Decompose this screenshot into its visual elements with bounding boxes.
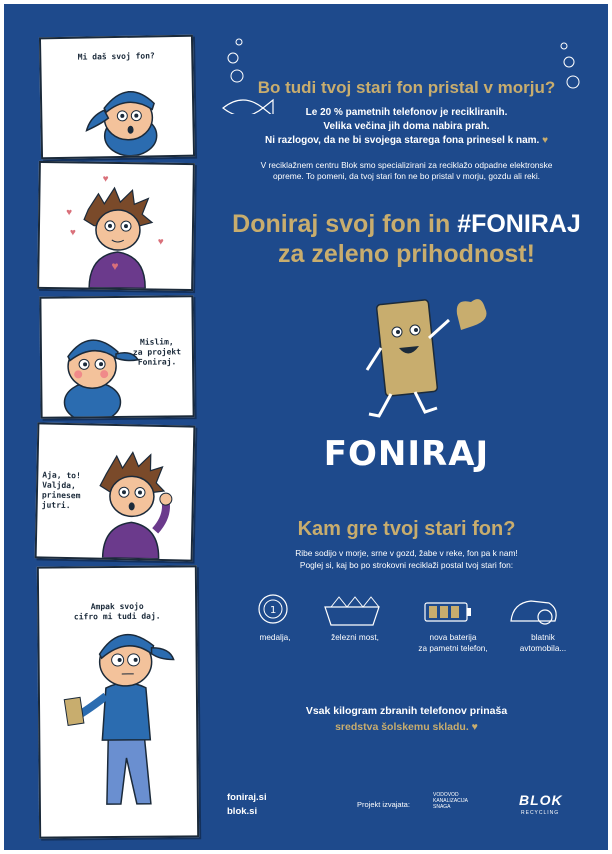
speech-text-3: Mislim, za projekt Foniraj.: [132, 337, 182, 367]
info-line-2: opreme. To pomeni, da tvoj stari fon ne bo pristal v morju, gozdu ali reki.: [272, 171, 541, 181]
boy-phone-illustration: [39, 567, 197, 836]
site-link-blok[interactable]: blok.si: [227, 806, 258, 817]
blok-logo-sub: RECYCLING: [521, 810, 560, 816]
site-link-foniraj[interactable]: foniraj.si: [227, 792, 267, 803]
stat-line-2: Velika večina jih doma nabira prah.: [323, 121, 490, 132]
boy-cap-illustration: [41, 37, 193, 158]
foniraj-logo: FONIRAJ: [323, 434, 490, 474]
comic-panel-4: [35, 422, 196, 561]
svg-text:1: 1: [270, 605, 277, 616]
bubbles-fish-icon: [219, 24, 594, 114]
svg-text:♥: ♥: [157, 236, 164, 248]
svg-text:♥: ♥: [102, 173, 109, 185]
svg-text:♥: ♥: [111, 258, 119, 274]
comic-panel-3: [39, 295, 194, 419]
heart-icon: ♥: [542, 135, 549, 146]
comic-panel-1: [39, 35, 195, 160]
headline-line-2: za zeleno prihodnost!: [278, 240, 535, 268]
comic-panel-2: [37, 161, 195, 291]
item-label-medal: medalja,: [259, 633, 291, 642]
item-label-bridge: železni most,: [331, 633, 379, 642]
fund-line-2-text: sredstva šolskemu skladu.: [335, 721, 469, 733]
recycle-icons: [219, 589, 594, 629]
item-label-battery: nova baterija za pametni telefon,: [418, 633, 488, 653]
bridge-icon: [325, 597, 379, 625]
where-line-1: Ribe sodijo v morje, srne v gozd, žabe v reke, fon pa k nam!: [295, 548, 518, 558]
heart-icon-2: ♥: [471, 721, 478, 733]
poster: [4, 4, 608, 850]
sponsor-vokasnaga: VODOVOD KANALIZACIJA SNAGA: [433, 792, 469, 810]
recycle-icons-row: [219, 589, 594, 629]
girl-hearts-illustration: [39, 163, 193, 289]
where-title: Kam gre tvoj stari fon?: [297, 518, 516, 540]
intro-question: Bo tudi tvoj stari fon pristal v morju?: [257, 78, 556, 97]
battery-icon: [425, 603, 471, 621]
stat-line-3-text: Ni razlogov, da ne bi svojega starega fona prinesel k nam.: [264, 135, 540, 146]
comic-panel-5: [37, 565, 199, 838]
stat-line-1: Le 20 % pametnih telefonov je recikliranih.: [305, 107, 508, 118]
fund-line-1: Vsak kilogram zbranih telefonov prinaša: [305, 705, 508, 717]
project-label: Projekt izvajata:: [357, 800, 410, 809]
svg-text:♥: ♥: [69, 227, 76, 239]
speech-text-4: Aja, to! Valjda, prinesem jutri.: [41, 470, 81, 511]
speech-text-1: Mi daš svoj fon?: [77, 51, 155, 62]
fund-line-2: [219, 720, 594, 734]
speech-text-5: Ampak svojo cifro mi tudi daj.: [73, 601, 161, 622]
blok-logo: BLOK: [519, 792, 563, 808]
svg-text:♥: ♥: [66, 207, 73, 219]
info-line-1: V reciklažnem centru Blok smo specializirani za reciklažo odpadne elektronske: [260, 160, 553, 170]
item-label-fender: blatnik avtomobila...: [519, 633, 567, 653]
phone-mascot-illustration: [219, 290, 594, 430]
headline-hashtag: #FONIRAJ: [457, 210, 581, 238]
medal-icon: [259, 595, 287, 623]
girl-waving-illustration: [37, 424, 194, 559]
where-line-2: Poglej si, kaj bo po strokovni reciklaži postal tvoj stari fon:: [299, 560, 514, 570]
headline-line-1: [219, 208, 594, 240]
car-fender-icon: [511, 601, 556, 624]
headline-part1: Doniraj svoj fon in: [232, 210, 458, 238]
stat-line-3: [219, 134, 594, 148]
